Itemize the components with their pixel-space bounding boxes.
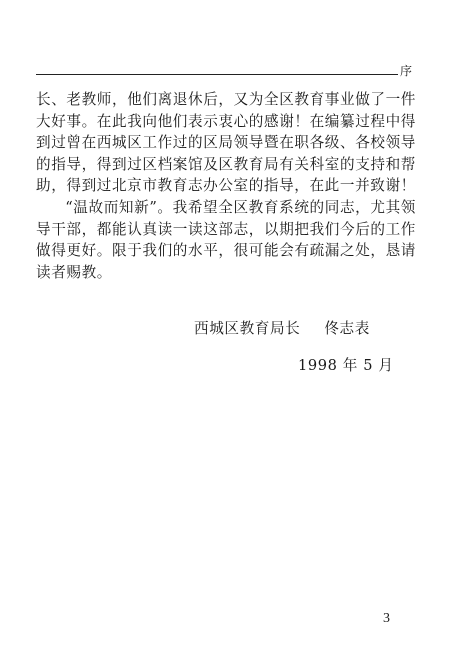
header-rule — [36, 74, 414, 75]
signature-title: 西城区教育局长 — [194, 320, 301, 337]
paragraph-closing: “温故而知新”。我希望全区教育系统的同志，尤其领导干部，都能认真读一读这部志，以期把我们今后的工作做得更好。限于我们的水平，很可能会有疏漏之处，恳请读者赐教。 — [36, 198, 416, 281]
signature-name: 佟志表 — [324, 320, 370, 337]
paragraph-continuation: 长、老教师，他们离退休后，又为全区教育事业做了一件大好事。在此我向他们表示衷心的感谢！在编纂过程中得到过曾在西城区工作过的区局领导暨在职各级、各校领导的指导，得到过区档案馆及区教育局有关科室的支持和帮助，得到过北京市教育志办公室的指导，在此一并致谢！ — [36, 91, 416, 195]
date-line: 1998 年 5 月 — [298, 357, 394, 374]
body-text — [36, 89, 416, 283]
running-header-mark: 序 — [400, 64, 413, 78]
page-number: 3 — [383, 611, 390, 626]
signature-line — [194, 319, 370, 339]
